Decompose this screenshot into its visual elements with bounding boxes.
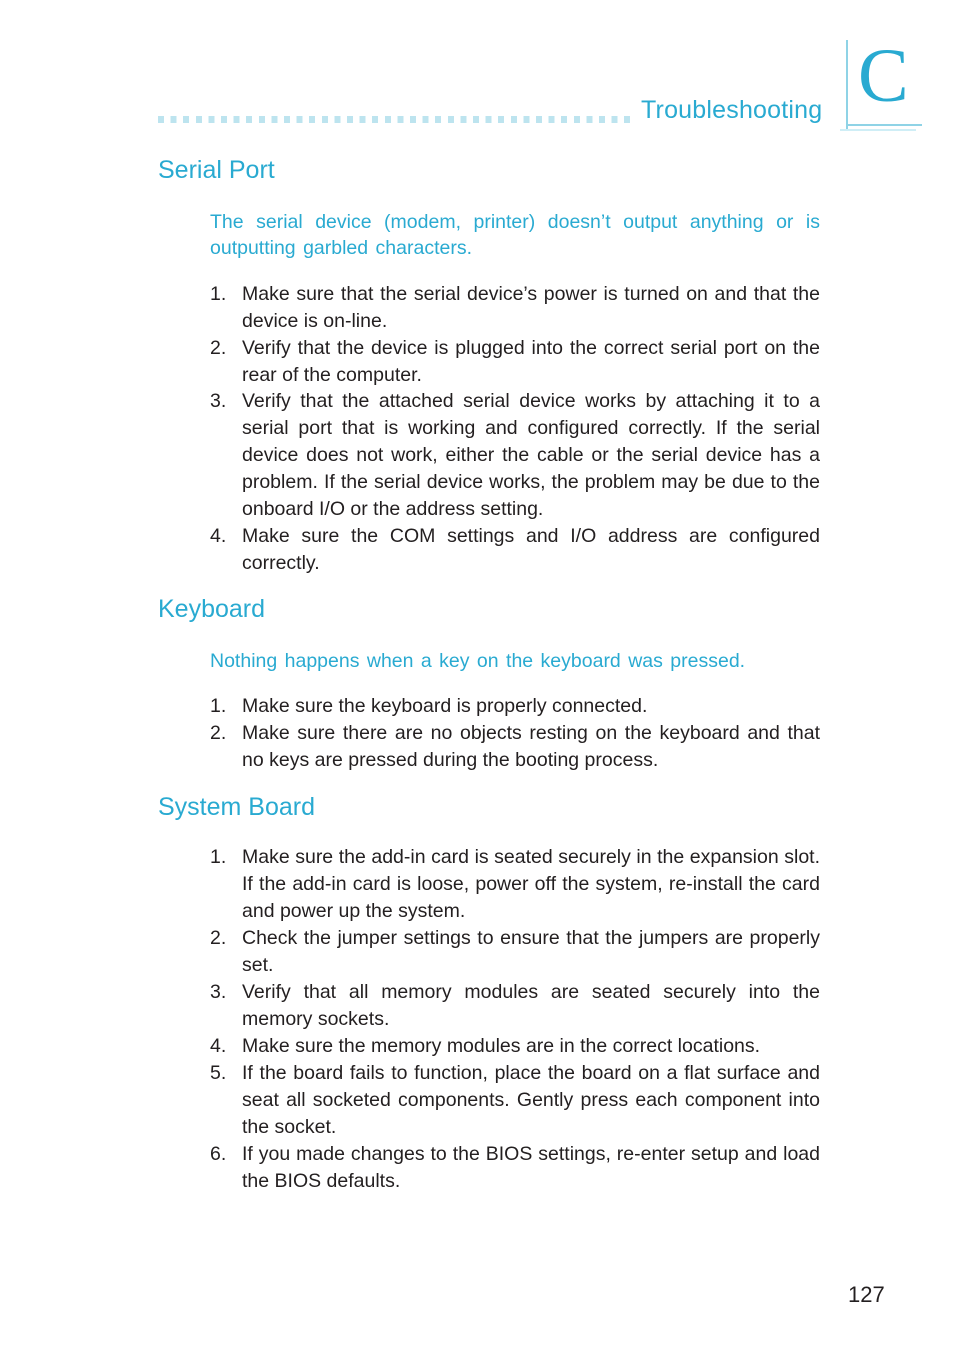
list-item <box>210 281 820 335</box>
list-text: Check the jumper settings to ensure that the jumpers are properly set. <box>242 927 820 976</box>
section-heading-system-board: System Board <box>158 793 316 821</box>
list-number: 3. <box>210 390 227 412</box>
list-number: 1. <box>210 695 227 717</box>
list-text: If you made changes to the BIOS settings, re-enter setup and load the BIOS defaults. <box>242 1143 820 1192</box>
header-dotted-rule <box>158 116 636 123</box>
list-number: 1. <box>210 846 227 868</box>
chapter-tab-horizontal-line <box>846 124 922 126</box>
list-text: Verify that the attached serial device works by attaching it to a serial port that is working and configured correctly. If the serial device does not work, either the cable or the serial device has a problem. If the serial device works, the problem may be due to the onboard I/O or the address setting. <box>242 390 820 520</box>
list-number: 2. <box>210 337 227 359</box>
list-text: Verify that the device is plugged into the correct serial port on the rear of the computer. <box>242 337 820 386</box>
list-number: 5. <box>210 1062 227 1084</box>
chapter-letter: C <box>858 34 909 118</box>
list-number: 4. <box>210 1035 227 1057</box>
chapter-tab-vertical-line <box>846 40 848 130</box>
list-text: Make sure the COM settings and I/O address are configured correctly. <box>242 525 820 574</box>
list-text: If the board fails to function, place the board on a flat surface and seat all socketed components. Gently press each component into the socket. <box>242 1062 820 1138</box>
keyboard-question: Nothing happens when a key on the keyboard was pressed. <box>210 650 746 672</box>
list-item <box>210 979 820 1033</box>
serial-port-question: The serial device (modem, printer) doesn’t output anything or is outputting garbled characters. <box>210 211 820 259</box>
section-heading-serial-port: Serial Port <box>158 156 275 184</box>
list-number: 4. <box>210 525 227 547</box>
list-item <box>210 523 820 577</box>
chapter-tab-shadow-line <box>840 129 916 131</box>
list-text: Make sure the memory modules are in the correct locations. <box>242 1035 761 1057</box>
list-number: 2. <box>210 722 227 744</box>
list-text: Make sure that the serial device’s power is turned on and that the device is on-line. <box>242 283 820 332</box>
chapter-title: Troubleshooting <box>641 96 823 124</box>
list-text: Make sure there are no objects resting on the keyboard and that no keys are pressed during the booting process. <box>242 722 820 771</box>
list-item <box>210 1141 820 1195</box>
list-number: 2. <box>210 927 227 949</box>
list-number: 6. <box>210 1143 227 1165</box>
list-text: Make sure the keyboard is properly connected. <box>242 695 648 717</box>
list-item <box>210 844 820 925</box>
list-item <box>210 693 820 720</box>
list-item <box>210 720 820 774</box>
list-item <box>210 1060 820 1141</box>
list-item <box>210 388 820 523</box>
list-number: 3. <box>210 981 227 1003</box>
list-item <box>210 335 820 389</box>
list-text: Make sure the add-in card is seated securely in the expansion slot. If the add-in card is loose, power off the system, re-install the card and power up the system. <box>242 846 820 922</box>
page-number: 127 <box>848 1282 885 1307</box>
list-item <box>210 925 820 979</box>
list-number: 1. <box>210 283 227 305</box>
list-text: Verify that all memory modules are seated securely into the memory sockets. <box>242 981 820 1030</box>
list-item <box>210 1033 820 1060</box>
section-heading-keyboard: Keyboard <box>158 595 266 623</box>
